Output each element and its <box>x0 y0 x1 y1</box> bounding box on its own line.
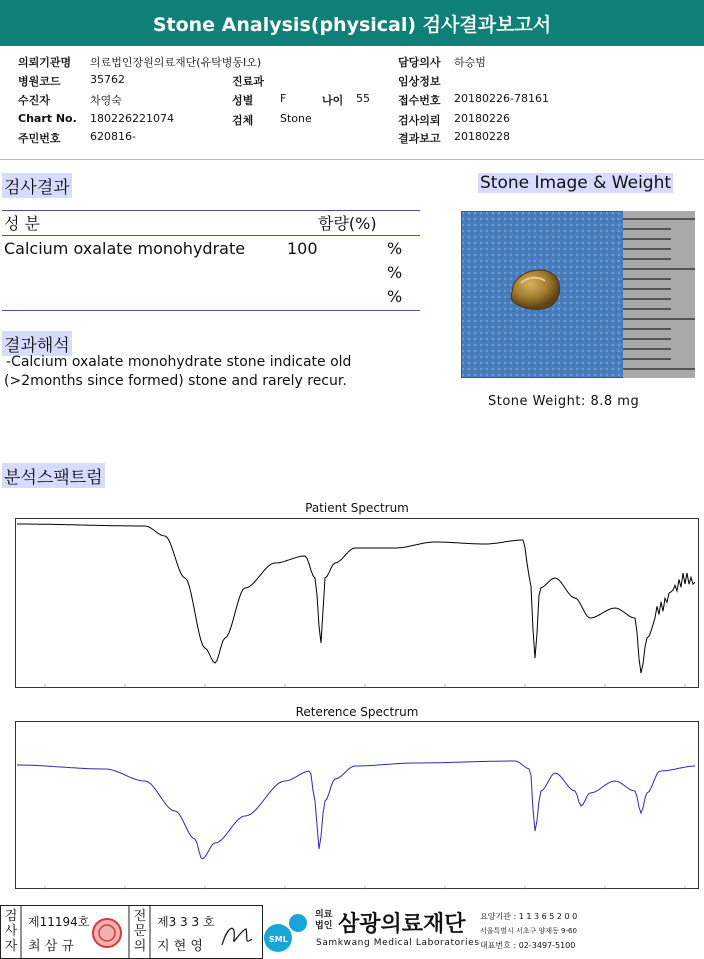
info-resident-no: 주민번호 620816- <box>18 130 136 145</box>
expert-label: 전문의 <box>133 909 147 954</box>
component-value: 100 <box>287 239 318 258</box>
info-patient-name: 수진자 차영숙 <box>18 94 122 107</box>
divider <box>0 159 704 160</box>
tester-label: 검사자 <box>4 909 18 954</box>
stone-weight: Stone Weight: 8.8 mg <box>488 394 640 409</box>
interpretation-line-2: (>2months since formed) stone and rarely recur. <box>4 373 347 389</box>
expert-name: 지 현 영 <box>157 939 203 954</box>
signature <box>222 928 252 945</box>
info-sex: 성별 F <box>232 92 287 107</box>
info-receipt-no: 접수번호 20180226-78161 <box>398 92 549 107</box>
col-content: 함량(%) <box>318 214 377 233</box>
contact-address: 서울특별시 서초구 양재동 9-60 <box>480 927 577 935</box>
component-name: Calcium oxalate monohydrate <box>4 239 246 258</box>
expert-no: 제3 3 3 호 <box>157 915 215 929</box>
image-heading: Stone Image & Weight <box>480 173 672 193</box>
footer <box>0 905 704 959</box>
contact-phone: 대표번호 : 02-3497-5100 <box>480 941 576 950</box>
info-doctor: 담당의사 하승범 <box>398 56 486 69</box>
component-unit: % <box>387 263 403 282</box>
info-request-date: 검사의뢰 20180226 <box>398 112 510 127</box>
patient-spectrum-chart <box>15 518 699 688</box>
info-hospital-code: 병원코드 35762 <box>18 73 125 88</box>
contact-code: 요양기관 : 1 1 3 6 5 2 0 0 <box>480 912 578 921</box>
info-report-date: 결과보고 20180228 <box>398 130 510 145</box>
reference-spectrum-title: Reterence Spectrum <box>295 705 419 719</box>
table-header-rule <box>2 235 420 236</box>
logo-text: SML <box>269 935 288 944</box>
col-component: 성 분 <box>4 214 40 233</box>
table-bottom-rule <box>2 310 420 311</box>
org-english: Samkwang Medical Laboratories <box>316 938 480 948</box>
patient-spectrum-title: Patient Spectrum <box>305 501 409 515</box>
tester-name: 최 삼 규 <box>28 939 74 954</box>
spectrum-heading: 분석스팩트럼 <box>2 463 105 488</box>
report-title: Stone Analysis(physical) 검사결과보고서 <box>0 0 704 46</box>
component-unit: % <box>387 239 403 258</box>
info-age: 나이 55 <box>322 92 370 107</box>
tester-seal <box>93 919 121 947</box>
reference-spectrum-chart <box>15 721 699 889</box>
component-unit: % <box>387 287 403 306</box>
tester-no: 제11194호 <box>28 915 90 929</box>
info-chart-no: Chart No. 180226221074 <box>18 112 174 125</box>
info-department: 진료과 <box>232 75 264 88</box>
org-prefix: 의료법인 <box>315 910 333 931</box>
info-specimen: 검체 Stone <box>232 112 312 127</box>
org-name: 삼광의료재단 <box>338 912 466 937</box>
results-heading: 검사결과 <box>2 173 72 198</box>
info-hospital: 의뢰기관명 의료법인장원의료재단(유탁병동I오) <box>18 56 262 69</box>
interpretation-heading: 결과해석 <box>2 331 72 356</box>
info-clinical: 임상정보 <box>398 75 441 88</box>
interpretation-line-1: -Calcium oxalate monohydrate stone indicate old <box>6 354 352 370</box>
stone-photo <box>461 211 695 378</box>
